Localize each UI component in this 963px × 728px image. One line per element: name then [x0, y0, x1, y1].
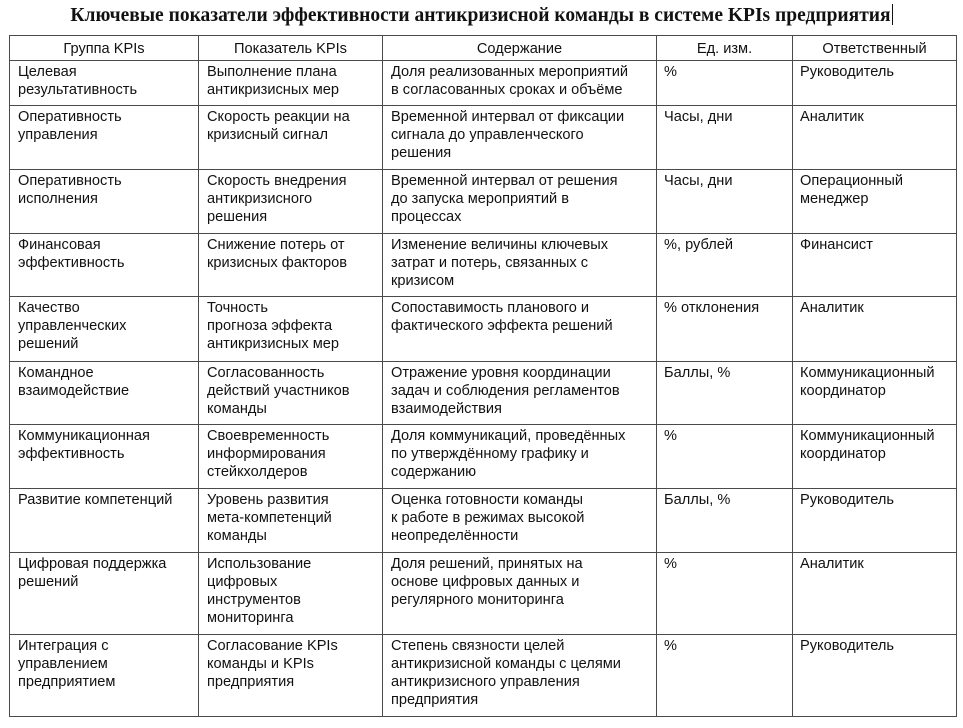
header-responsible: Ответственный	[793, 36, 957, 61]
cell-content: Доля реализованных мероприятий в согласованных сроках и объёме	[383, 61, 657, 106]
cell-indicator: Уровень развития мета-компетенций команды	[199, 489, 383, 553]
table-row	[10, 553, 957, 635]
table-row	[10, 362, 957, 425]
cell-group: Коммуникационная эффективность	[10, 425, 199, 489]
cell-group: Финансовая эффективность	[10, 234, 199, 297]
cell-responsible: Операционный менеджер	[793, 170, 957, 234]
cell-indicator: Согласованность действий участников команды	[199, 362, 383, 425]
document-title-text: Ключевые показатели эффективности антикризисной команды в системе KPIs предприятия	[70, 5, 891, 26]
cell-indicator: Своевременность информирования стейкхолдеров	[199, 425, 383, 489]
text-cursor	[892, 4, 893, 25]
cell-content: Временной интервал от фиксации сигнала до управленческого решения	[383, 106, 657, 170]
document-title	[0, 4, 963, 27]
header-row	[10, 36, 957, 61]
cell-responsible: Коммуникационный координатор	[793, 362, 957, 425]
cell-group: Командное взаимодействие	[10, 362, 199, 425]
cell-content: Сопоставимость планового и фактического эффекта решений	[383, 297, 657, 362]
cell-content: Временной интервал от решения до запуска мероприятий в процессах	[383, 170, 657, 234]
cell-unit: %	[657, 61, 793, 106]
cell-group: Развитие компетенций	[10, 489, 199, 553]
cell-indicator: Скорость внедрения антикризисного решения	[199, 170, 383, 234]
table-row	[10, 635, 957, 717]
cell-indicator: Скорость реакции на кризисный сигнал	[199, 106, 383, 170]
cell-content: Доля коммуникаций, проведённых по утверждённому графику и содержанию	[383, 425, 657, 489]
cell-unit: Баллы, %	[657, 362, 793, 425]
cell-indicator: Выполнение плана антикризисных мер	[199, 61, 383, 106]
cell-unit: Баллы, %	[657, 489, 793, 553]
table-body	[10, 61, 957, 717]
cell-content: Доля решений, принятых на основе цифровых данных и регулярного мониторинга	[383, 553, 657, 635]
cell-responsible: Финансист	[793, 234, 957, 297]
cell-group: Цифровая поддержка решений	[10, 553, 199, 635]
cell-unit: %	[657, 553, 793, 635]
header-indicator: Показатель KPIs	[199, 36, 383, 61]
table-row	[10, 106, 957, 170]
kpi-table	[9, 35, 957, 717]
cell-content: Отражение уровня координации задач и соблюдения регламентов взаимодействия	[383, 362, 657, 425]
cell-responsible: Коммуникационный координатор	[793, 425, 957, 489]
cell-unit: %, рублей	[657, 234, 793, 297]
cell-indicator: Точность прогноза эффекта антикризисных мер	[199, 297, 383, 362]
cell-responsible: Аналитик	[793, 553, 957, 635]
cell-group: Оперативность управления	[10, 106, 199, 170]
cell-unit: %	[657, 635, 793, 717]
cell-indicator: Согласование KPIs команды и KPIs предприятия	[199, 635, 383, 717]
table-row	[10, 489, 957, 553]
header-unit: Ед. изм.	[657, 36, 793, 61]
cell-responsible: Руководитель	[793, 635, 957, 717]
cell-unit: %	[657, 425, 793, 489]
cell-indicator: Использование цифровых инструментов мониторинга	[199, 553, 383, 635]
table-row	[10, 234, 957, 297]
cell-responsible: Руководитель	[793, 489, 957, 553]
cell-group: Целевая результативность	[10, 61, 199, 106]
table-row	[10, 425, 957, 489]
cell-unit: % отклонения	[657, 297, 793, 362]
cell-group: Интеграция с управлением предприятием	[10, 635, 199, 717]
cell-group: Качество управленческих решений	[10, 297, 199, 362]
cell-responsible: Аналитик	[793, 297, 957, 362]
table-row	[10, 297, 957, 362]
cell-responsible: Аналитик	[793, 106, 957, 170]
cell-unit: Часы, дни	[657, 170, 793, 234]
cell-content: Степень связности целей антикризисной команды с целями антикризисного управления предприятия	[383, 635, 657, 717]
cell-group: Оперативность исполнения	[10, 170, 199, 234]
cell-responsible: Руководитель	[793, 61, 957, 106]
cell-content: Оценка готовности команды к работе в режимах высокой неопределённости	[383, 489, 657, 553]
cell-unit: Часы, дни	[657, 106, 793, 170]
cell-content: Изменение величины ключевых затрат и потерь, связанных с кризисом	[383, 234, 657, 297]
header-content: Содержание	[383, 36, 657, 61]
cell-indicator: Снижение потерь от кризисных факторов	[199, 234, 383, 297]
table-row	[10, 61, 957, 106]
header-group: Группа KPIs	[10, 36, 199, 61]
table-row	[10, 170, 957, 234]
